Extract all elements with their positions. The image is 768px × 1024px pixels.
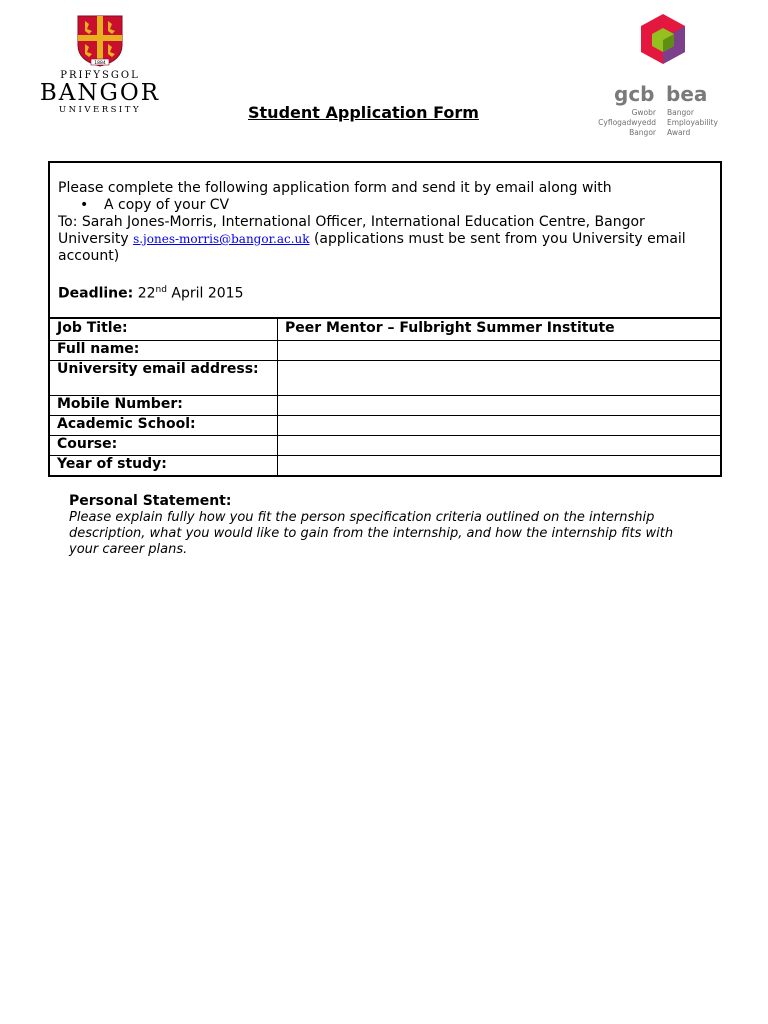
- field-label-university-email: University email address:: [50, 360, 278, 395]
- deadline-month-year: April 2015: [171, 285, 244, 302]
- award-name-english: [667, 108, 718, 138]
- field-label-full-name: Full name:: [50, 340, 278, 360]
- page-title: Student Application Form: [248, 103, 479, 122]
- bullet-icon: •: [80, 197, 89, 213]
- cv-bullet-item: [58, 197, 712, 214]
- field-label-academic-school: Academic School:: [50, 415, 278, 435]
- field-input-full-name[interactable]: [278, 340, 721, 360]
- logo-line-prifysgol: PRIFYSGOL: [60, 70, 140, 81]
- award-name-welsh-line: Gwobr: [631, 108, 656, 117]
- university-crest-icon: [77, 15, 123, 67]
- deadline-day: 22: [137, 285, 156, 302]
- award-name-english-line: Employability: [667, 118, 718, 127]
- instructions: [50, 163, 720, 317]
- university-word: University: [58, 231, 129, 247]
- award-acronym-english: bea: [666, 82, 708, 106]
- field-value-job-title: Peer Mentor – Fulbright Summer Institute: [278, 318, 721, 341]
- personal-statement-heading: Personal Statement:: [69, 493, 232, 509]
- recipient-line: To: Sarah Jones-Morris, International Officer, International Education Centre, Bangor: [58, 214, 645, 230]
- field-input-year-of-study[interactable]: [278, 455, 721, 475]
- email-note: (applications must be sent from you University email account): [58, 231, 686, 264]
- table-row: [50, 395, 720, 415]
- table-row: [50, 340, 720, 360]
- application-form: [48, 161, 722, 477]
- field-input-university-email[interactable]: [278, 360, 721, 395]
- recipient-email-line: [58, 231, 712, 265]
- table-row: [50, 435, 720, 455]
- award-name-welsh: [598, 108, 656, 138]
- award-name-english-line: Award: [667, 128, 691, 137]
- award-name-welsh-line: Bangor: [629, 128, 656, 137]
- email-link[interactable]: s.jones-morris@bangor.ac.uk: [133, 232, 310, 246]
- bangor-university-logo: [30, 15, 170, 115]
- field-label-job-title: Job Title:: [50, 318, 278, 341]
- deadline-label: Deadline:: [58, 285, 134, 302]
- award-name-english-line: Bangor: [667, 108, 694, 117]
- cube-logo-icon: [640, 14, 686, 64]
- table-row: [50, 415, 720, 435]
- field-input-academic-school[interactable]: [278, 415, 721, 435]
- deadline-line: [58, 282, 712, 303]
- award-name-welsh-line: Cyflogadwyedd: [598, 118, 656, 127]
- cv-bullet-text: A copy of your CV: [104, 197, 230, 213]
- table-row: [50, 318, 720, 341]
- deadline-suffix: nd: [155, 285, 167, 295]
- field-label-mobile-number: Mobile Number:: [50, 395, 278, 415]
- field-label-year-of-study: Year of study:: [50, 455, 278, 475]
- table-row: [50, 455, 720, 475]
- instructions-line: Please complete the following application form and send it by email along with: [58, 180, 612, 196]
- table-row: [50, 360, 720, 395]
- crest-year: 1884: [94, 61, 106, 66]
- logo-line-university: UNIVERSITY: [58, 105, 142, 115]
- personal-statement-instructions: Please explain fully how you fit the person specification criteria outlined on the internship description, what you would like to gain from the internship, and how the internship fits with your career plans.: [69, 510, 674, 557]
- application-fields-table: [50, 317, 720, 475]
- award-acronym-welsh: gcb: [614, 82, 655, 106]
- field-input-mobile-number[interactable]: [278, 395, 721, 415]
- logo-line-bangor: BANGOR: [39, 80, 161, 106]
- field-input-course[interactable]: [278, 435, 721, 455]
- field-label-course: Course:: [50, 435, 278, 455]
- personal-statement-section: [69, 493, 699, 558]
